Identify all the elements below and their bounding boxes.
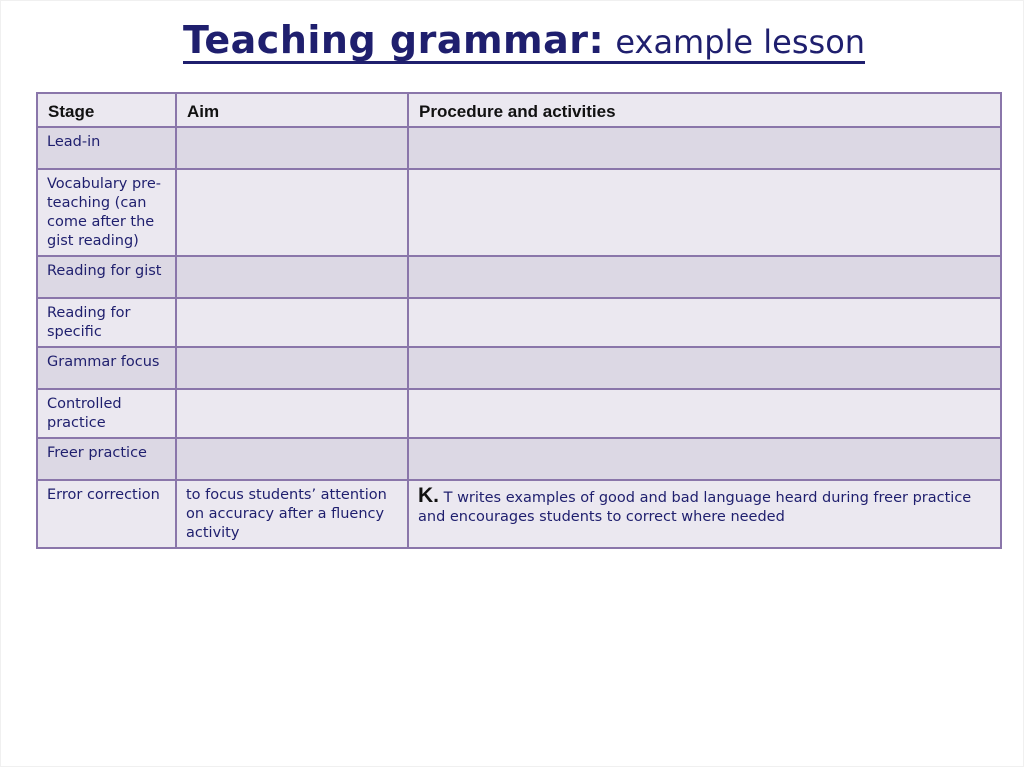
procedure-cell xyxy=(408,298,1001,347)
stage-cell: Vocabulary pre-teaching (can come after the gist reading) xyxy=(37,169,176,256)
header-aim: Aim xyxy=(176,93,408,127)
stage-cell: Controlled practice xyxy=(37,389,176,438)
page-title xyxy=(183,18,866,64)
procedure-cell xyxy=(408,438,1001,480)
table-row xyxy=(37,127,1001,169)
stage-cell: Grammar focus xyxy=(37,347,176,389)
table-row xyxy=(37,438,1001,480)
lesson-plan-table xyxy=(36,92,1002,549)
header-stage: Stage xyxy=(37,93,176,127)
table-row xyxy=(37,480,1001,548)
aim-cell xyxy=(176,169,408,256)
title-main: Teaching grammar: xyxy=(183,18,605,62)
table-row xyxy=(37,169,1001,256)
aim-cell xyxy=(176,389,408,438)
table-header-row xyxy=(37,93,1001,127)
aim-cell xyxy=(176,298,408,347)
table-row xyxy=(37,256,1001,298)
procedure-cell xyxy=(408,256,1001,298)
stage-cell: Reading for specific xyxy=(37,298,176,347)
stage-cell: Reading for gist xyxy=(37,256,176,298)
procedure-cell xyxy=(408,389,1001,438)
aim-cell: to focus students’ attention on accuracy after a fluency activity xyxy=(176,480,408,548)
table-row xyxy=(37,389,1001,438)
aim-cell xyxy=(176,438,408,480)
table-row xyxy=(37,347,1001,389)
aim-cell xyxy=(176,256,408,298)
table-row xyxy=(37,298,1001,347)
stage-cell: Freer practice xyxy=(37,438,176,480)
procedure-cell xyxy=(408,169,1001,256)
aim-cell xyxy=(176,347,408,389)
stage-cell: Error correction xyxy=(37,480,176,548)
stage-cell: Lead-in xyxy=(37,127,176,169)
procedure-marker: K. xyxy=(418,484,439,507)
aim-cell xyxy=(176,127,408,169)
procedure-text: T writes examples of good and bad language heard during freer practice and encourages students to correct where needed xyxy=(418,490,972,525)
procedure-cell xyxy=(408,127,1001,169)
procedure-cell xyxy=(408,480,1001,548)
header-procedure: Procedure and activities xyxy=(408,93,1001,127)
title-subtitle: example lesson xyxy=(615,23,866,61)
procedure-cell xyxy=(408,347,1001,389)
